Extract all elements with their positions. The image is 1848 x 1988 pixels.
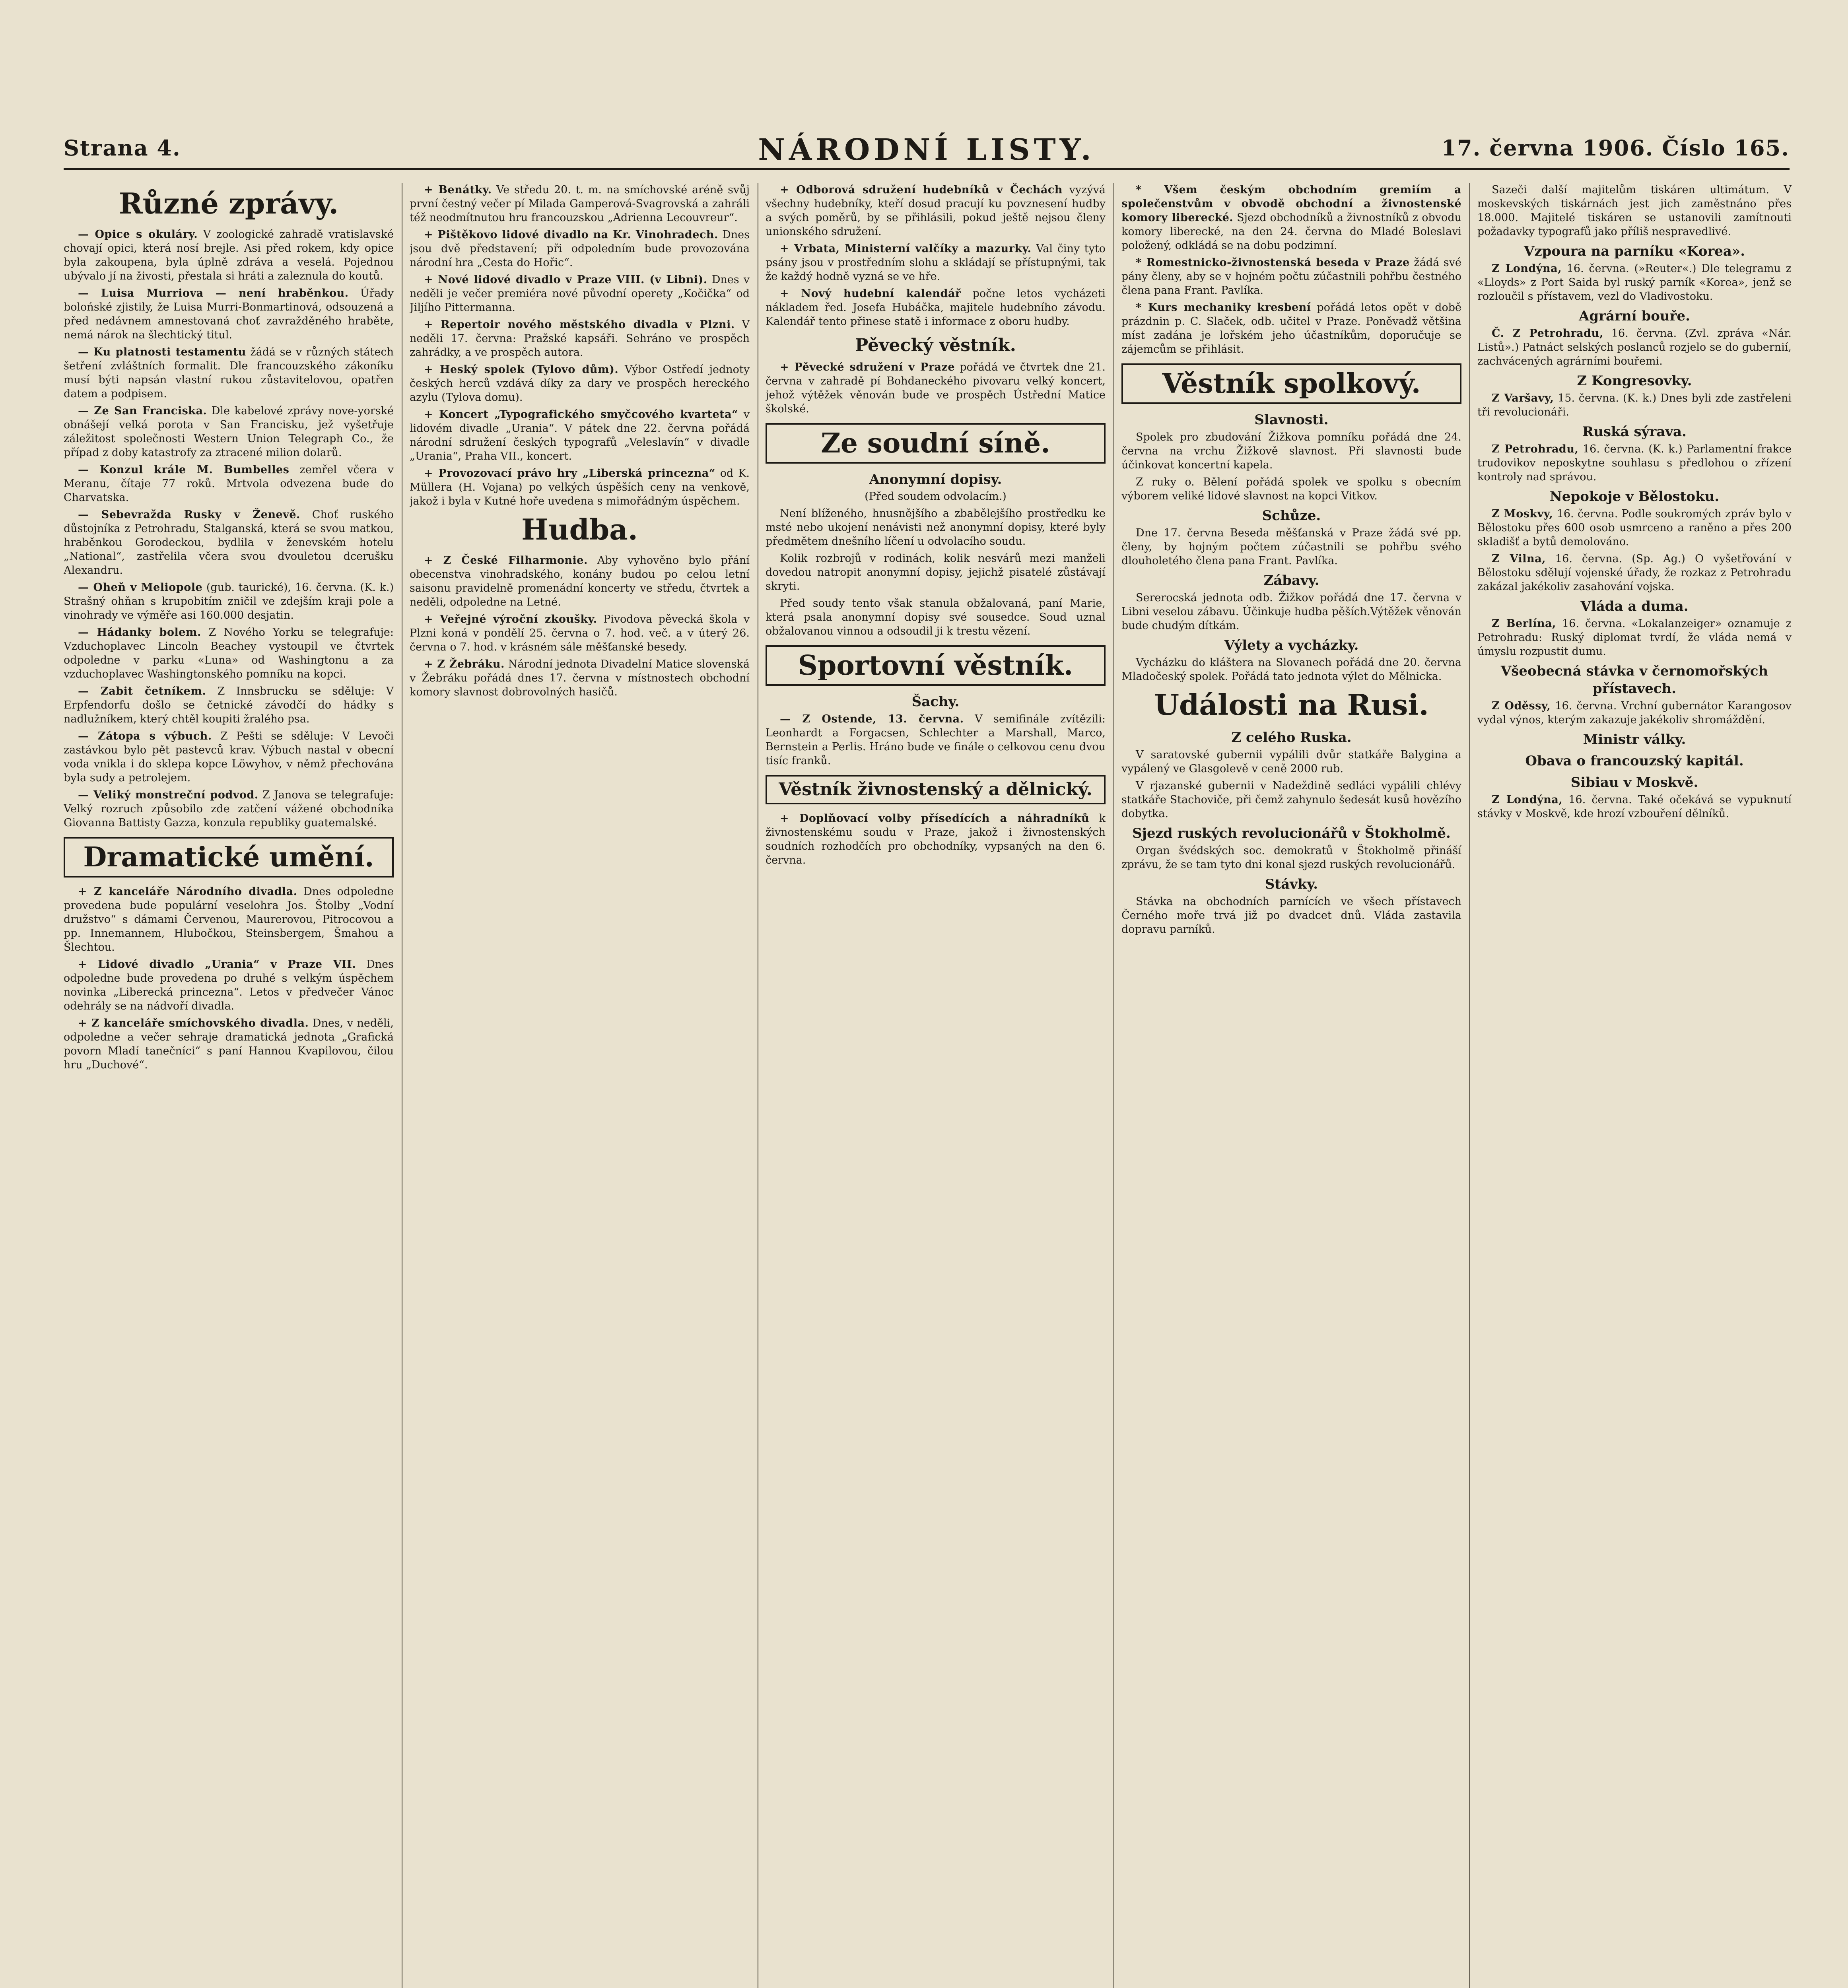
issue-date: 17. června 1906. Číslo 165. <box>1441 135 1790 161</box>
article-item: — Ku platnosti testamentu žádá se v různých státech šetření zvláštních formalit. Dle francouzského zákoníku musí býti napsán vlastní rukou zůstavitelovou, opatřen datem a podpisem. <box>64 346 394 400</box>
section-heading: Pěvecký věstník. <box>855 335 1016 355</box>
article-item: + Z České Filharmonie. Aby vyhověno bylo přání obecenstva vinohradského, konány budou po celou letní saisonu pravidelně promenádní koncerty ve středu, čtvrtek a neděli, odpoledne na Letné. <box>410 554 750 608</box>
article-item: V rjazanské gubernii v Nadeždině sedláci vypálili chlévy statkáře Stachoviče, při čemž zahynulo šedesát kusů hovězího dobytka. <box>1121 780 1461 820</box>
article-item: Č. Z Petrohradu, 16. června. (Zvl. zpráva «Nár. Listů».) Patnáct selských poslanců rozjelo se do gubernií, zachvácených agrárními bouřemi. <box>1477 327 1792 367</box>
column-1 <box>64 183 394 1988</box>
article-item: + Z kanceláře smíchovského divadla. Dnes, v neděli, odpoledne a večer sehraje dramatická jednota „Grafická povorn Mladí tanečníci“ s paní Hannou Kvapilovou, čilou hru „Duchové“. <box>64 1017 394 1071</box>
article-item: Z Londýna, 16. června. Také očekává se vypuknutí stávky v Moskvě, kde hrozí vzbouření dělníků. <box>1477 794 1792 820</box>
article-list <box>1121 526 1461 568</box>
subsection-heading: Sjezd ruských revolucionářů v Štokholmě. <box>1132 825 1451 841</box>
article-list <box>410 183 750 508</box>
article-list <box>410 553 750 699</box>
article-list <box>1477 391 1792 419</box>
article-item: Z ruky o. Bělení pořádá spolek ve spolku s obecním výborem veliké lidové slavnost na kopci Vitkov. <box>1121 476 1461 502</box>
article-item: — Konzul krále M. Bumbelles zemřel včera v Meranu, čítaje 77 roků. Mrtvola odvezena bude do Charvatska. <box>64 464 394 504</box>
article-item: + Z Žebráku. Národní jednota Divadelní Matice slovenská v Žebráku pořádá dnes 17. června v místnostech obchodní komory slavnost dobrovolných hasičů. <box>410 658 750 698</box>
subsection-heading: Vláda a duma. <box>1580 598 1689 614</box>
article-list <box>766 507 1106 638</box>
column-5 <box>1477 183 1792 1988</box>
article-item: Z Londýna, 16. června. (»Reuter«.) Dle telegramu z «Lloyds» z Port Saida byl ruský parník «Korea», jenž se rozloučil s přístavem, vezl do Vladivostoku. <box>1477 262 1792 303</box>
subsection-heading: Z Kongresovky. <box>1577 373 1692 389</box>
article-list <box>766 360 1106 416</box>
section-heading: Různé zprávy. <box>119 186 339 220</box>
subsection-heading: Vzpoura na parníku «Korea». <box>1523 243 1745 259</box>
article-item: Z Varšavy, 15. června. (K. k.) Dnes byli zde zastřeleni tři revolucionáři. <box>1477 392 1792 418</box>
article-list <box>1121 748 1461 821</box>
page-number: Strana 4. <box>64 135 181 161</box>
article-list <box>64 885 394 1072</box>
article-item: — Opice s okuláry. V zoologické zahradě vratislavské chovají opici, která nosí brejle. Asi před rokem, kdy opice byla zakoupena, byla úplně zdráva a veselá. Pojednou ubývalo jí na živosti, přestala si hráti a zaleznula do koutů. <box>64 228 394 282</box>
section-heading: Věstník spolkový. <box>1121 363 1461 404</box>
article-item: — Zabit četníkem. Z Innsbrucku se sděluje: V Erpfendorfu došlo se četnické závodčí do hádky s nadlužníkem, který chtěl koupiti žralého psa. <box>64 685 394 725</box>
article-list <box>1121 430 1461 503</box>
article-list <box>1121 183 1461 356</box>
section-heading: Dramatické umění. <box>64 837 394 878</box>
article-item: Není blíženého, hnusnějšího a zbabělejšího prostředku ke msté nebo ukojení nenávisti než anonymní dopisy, které byly předmětem dnešního líčení u odvolacího soudu. <box>766 507 1106 547</box>
article-item: Dne 17. června Beseda měšťanská v Praze žádá své pp. členy, by hojným počtem zúčastnili se pohřbu svého dlouholetého člena pana Frant. Pavlíka. <box>1121 527 1461 567</box>
section-heading: Sportovní věstník. <box>766 645 1106 686</box>
column-3 <box>766 183 1106 1988</box>
subsection-heading: Slavnosti. <box>1254 412 1329 428</box>
article-item: Vycházku do kláštera na Slovanech pořádá dne 20. června Mladočeský spolek. Pořádá tato jednota výlet do Mělnicka. <box>1121 656 1461 683</box>
article-item: Sererocská jednota odb. Žižkov pořádá dne 17. června v Libni veselou zábavu. Účinkuje hudba pěších.Výtěžek věnován bude chudým dítkám. <box>1121 592 1461 632</box>
article-item: Z Oděssy, 16. června. Vrchní gubernátor Karangosov vydal výnos, kterým zakazuje jakékoliv shromáždění. <box>1477 700 1792 726</box>
article-item: — Z Ostende, 13. června. V semifinále zvítězili: Leonhardt a Forgacsen, Schlechter a Marshall, Marco, Bernstein a Perlis. Hráno bude ve finále o celkovou cenu dvou tisíc franků. <box>766 713 1106 767</box>
article-item: + Benátky. Ve středu 20. t. m. na smíchovské aréně svůj první čestný večer pí Milada Gamperová-Svagrovská a zahráli též neodmítnutou hru francouzskou „Adrienna Lecouvreur“. <box>410 184 750 224</box>
article-item: + Pištěkovo lidové divadlo na Kr. Vinohradech. Dnes jsou dvě představení; při odpoledním bude provozována národní hra „Cesta do Hořic“. <box>410 229 750 269</box>
subsection-heading: Obava o francouzský kapitál. <box>1525 753 1744 769</box>
article-item: + Odborová sdružení hudebníků v Čechách vyzývá všechny hudebníky, kteří dosud pracují ku povznesení hudby a svých poměrů, by se přihlásili, pokud ještě nejsou členy unionského sdružení. <box>766 184 1106 238</box>
article-item: Před soudy tento však stanula obžalovaná, paní Marie, která psala anonymní dopisy své sousedce. Soud uznal obžalovanou vinnou a odsoudil ji k trestu vězení. <box>766 597 1106 637</box>
article-list <box>1477 617 1792 658</box>
article-item: + Nové lidové divadlo v Praze VIII. (v Libni). Dnes v neděli je večer premiéra nové původní operety „Kočička“ od Jiljího Pittermanna. <box>410 274 750 314</box>
article-item: Z Vilna, 16. června. (Sp. Ag.) O vyšetřování v Bělostoku sdělují vojenské úřady, že rozkaz z Petrohradu zakázal jakékoliv zasahování vojska. <box>1477 553 1792 593</box>
article-item: + Repertoir nového městského divadla v Plzni. V neděli 17. června: Pražské kapsáři. Sehráno ve prospěch zahrádky, a ve prospěch autora. <box>410 318 750 359</box>
article-item: Spolek pro zbudování Žižkova pomníku pořádá dne 24. června na vrchu Žižkově slavnost. Při slavnosti bude účinkovat koncertní kapela. <box>1121 431 1461 471</box>
article-item: + Lidové divadlo „Urania“ v Praze VII. Dnes odpoledne bude provedena po druhé s velkým úspěchem novinka „Liberecká princezna“. Letos v předvečer Vánoc odehrály se na nádvoří divadla. <box>64 958 394 1012</box>
article-item: * Romestnicko-živnostenská beseda v Praze žádá své pány členy, aby se v hojném počtu zúčastnili pohřbu čestného člena pana Frant. Pavlíka. <box>1121 256 1461 297</box>
subsection-heading: Všeobecná stávka v černomořských přístavech. <box>1500 663 1768 697</box>
article-item: + Nový hudební kalendář počne letos vycházeti nákladem řed. Josefa Hubáčka, majitele hudebního závodu. Kalendář tento přinese statě i informace z oboru hudby. <box>766 287 1106 328</box>
article-item: + Vrbata, Ministerní valčíky a mazurky. Val činy tyto psány jsou v prostředním slohu a skládají se přístupnými, tak že každý hodně vyzná se ve hře. <box>766 243 1106 283</box>
masthead <box>64 135 1790 170</box>
article-list <box>1477 326 1792 368</box>
subsection-heading: Agrární bouře. <box>1578 308 1691 324</box>
subsection-heading: Výlety a vycházky. <box>1224 637 1359 653</box>
article-list <box>766 812 1106 867</box>
article-list <box>1477 793 1792 821</box>
article-item: Z Berlína, 16. června. «Lokalanzeiger» oznamuje z Petrohradu: Ruský diplomat tvrdí, že vláda nemá v úmyslu rozpustit dumu. <box>1477 617 1792 658</box>
article-item: + Pěvecké sdružení v Praze pořádá ve čtvrtek dne 21. června v zahradě pí Bohdaneckého pivovaru velký koncert, jehož výtěžek věnován bude ve prospěch Ústřední Matice školské. <box>766 361 1106 415</box>
article-list <box>1477 262 1792 303</box>
article-item: — Ze San Franciska. Dle kabelové zprávy nove-yorské obnášejí velká porota v San Francisku, jež vyšetřuje záležitost společnosti Western Union Telegraph Co., že případ z doby katastrofy za ztracené milion dolarů. <box>64 405 394 459</box>
section-heading: Události na Rusi. <box>1154 688 1429 722</box>
article-list <box>1477 442 1792 484</box>
subsection-heading: Schůze. <box>1262 508 1321 524</box>
subsection-heading: Ministr války. <box>1583 732 1686 747</box>
subsection-heading: Nepokoje v Bělostoku. <box>1549 489 1720 505</box>
article-title: Anonymní dopisy. <box>869 472 1002 487</box>
article-title: Šachy. <box>911 694 960 710</box>
subsection-heading: Zábavy. <box>1263 573 1319 588</box>
newspaper-title: NÁRODNÍ LISTY. <box>758 133 1095 167</box>
article-item: * Všem českým obchodním gremiím a společenstvům v obvodě obchodní a živnostenské komory liberecké. Sjezd obchodníků a živnostníků z obvodu komory liberecké, na den 24. června do Mladé Boleslavi položený, odkládá se na dobu podzimní. <box>1121 184 1461 252</box>
article-list <box>766 712 1106 768</box>
column-rule <box>1113 183 1114 1988</box>
article-list <box>1477 699 1792 727</box>
article-item: Kolik rozbrojů v rodinách, kolik nesvárů mezi manželi dovedou natropit anonymní dopisy, jejichž pisatelé zůstávají skryti. <box>766 552 1106 592</box>
article-list <box>1121 844 1461 872</box>
article-item: + Provozovací právo hry „Liberská princezna“ od K. Müllera (H. Vojana) po velkých úspěších ceny na venkově, jakož i byla v Kutné hoře uvedena s mimořádným úspěchem. <box>410 467 750 507</box>
article-item: Z Petrohradu, 16. června. (K. k.) Parlamentní frakce trudovikov neposkytne souhlasu s předlohou o zřízení kontroly nad správou. <box>1477 443 1792 483</box>
article-item: Z Moskvy, 16. června. Podle soukromých zpráv bylo v Bělostoku přes 600 osob usmrceno a raněno a přes 200 skladišť a bytů demolováno. <box>1477 508 1792 548</box>
article-list <box>64 227 394 830</box>
article-item: V saratovské gubernii vypálili dvůr statkáře Balygina a vypálený ve Glasgolevě v ceně 2000 rub. <box>1121 749 1461 775</box>
article-item: + Heský spolek (Tylovo dům). Výbor Ostředí jednoty českých herců vzdává díky za dary ve prospěch hereckého azylu (Tylova domu). <box>410 363 750 404</box>
subsection-heading: Ruská sýrava. <box>1582 424 1687 440</box>
section-heading: Hudba. <box>521 513 638 546</box>
article-item: * Kurs mechaniky kresbení pořádá letos opět v době prázdnin p. C. Slaček, odb. učitel v Praze. Poněvadž většina míst zadána je lořském jeho účastníkům, doporučuje se zájemcům se přihlásit. <box>1121 301 1461 355</box>
article-list <box>1477 183 1792 239</box>
article-item: Sazeči další majitelům tiskáren ultimátum. V moskevských tiskárnách jest jich zaměstnáno přes 18.000. Majitelé tiskáren se ustanovili zamítnouti požadavky typografů jako příliš nespravedlivé. <box>1477 184 1792 238</box>
article-subtitle: (Před soudem odvolacím.) <box>865 490 1007 503</box>
article-item: Organ švédských soc. demokratů v Štokholmě přináší zprávu, že se tam tyto dni konal sjezd ruských revolucionářů. <box>1121 845 1461 871</box>
subsection-heading: Z celého Ruska. <box>1231 730 1352 746</box>
article-item: — Veliký monstreční podvod. Z Janova se telegrafuje: Velký rozruch způsobilo zde zatčení vážené obchodníka Giovanna Battisty Gazza, konzula republiky guatemalské. <box>64 789 394 829</box>
column-rule <box>1469 183 1470 1988</box>
article-list <box>1121 656 1461 683</box>
section-heading: Věstník živnostenský a dělnický. <box>766 775 1106 804</box>
article-item: — Zátopa s výbuch. Z Pešti se sděluje: V Levoči zastávkou bylo pět pastevců krav. Výbuch nastal v obecní voda vnikla i do sklepa kopce Löwyhov, v němž přechována byla sudy a petrolejem. <box>64 730 394 784</box>
section-heading: Ze soudní síně. <box>766 423 1106 464</box>
subsection-heading: Stávky. <box>1265 876 1318 892</box>
article-item: + Doplňovací volby přísedících a náhradníků k živnostenskému soudu v Praze, jakož i živnostenských soudních rozhodčích pro obchodníky, vypsaných na den 6. června. <box>766 812 1106 866</box>
article-item: + Koncert „Typografického smyčcového kvarteta“ v lidovém divadle „Urania“. V pátek dne 22. června pořádá národní sdružení českých typografů „Veleslavín“ v divadle „Urania“, Praha VII., koncert. <box>410 408 750 462</box>
column-4 <box>1121 183 1461 1988</box>
article-item: + Z kanceláře Národního divadla. Dnes odpoledne provedena bude populární veselohra Jos. Štolby „Vodní družstvo“ s dámami Červenou, Maurerovou, Pitrocovou a pp. Innemannem, Hlubočkou, Steinsbergem, Šmahou a Šlechtou. <box>64 885 394 953</box>
subsection-heading: Sibiau v Moskvě. <box>1570 775 1698 790</box>
article-item: + Veřejné výroční zkoušky. Pivodova pěvecká škola v Plzni koná v pondělí 25. června o 7. hod. več. a v úterý 26. června o 7. hod. v krásném sále měšťanské besedy. <box>410 613 750 653</box>
article-item: — Luisa Murriova — není hraběnkou. Úřady bolońské zjistily, že Luisa Murri-Bonmartinová, odsouzená a před nedávnem amnestovaná choť zavražděného hraběte, nemá nárok na šlechtický titul. <box>64 287 394 341</box>
article-list <box>1477 507 1792 594</box>
article-list <box>766 183 1106 328</box>
article-item: — Sebevražda Rusky v Ženevě. Choť ruského důstojníka z Petrohradu, Stalganská, která se svou matkou, hraběnkou Gorodeckou, bydlila v ženevském hotelu „National“, zastřelila včera svou dvouletou dcerušku Alexandru. <box>64 509 394 577</box>
article-item: — Hádanky bolem. Z Nového Yorku se telegrafuje: Vzduchoplavec Lincoln Beachey vystoupil ve čtvrtek odpoledne v parku «Luna» od Washingtonu a za vzduchoplavec Washingtonského pomníku na kopci. <box>64 626 394 680</box>
article-list <box>1121 895 1461 936</box>
article-item: Stávka na obchodních parnících ve všech přístavech Černého moře trvá již po dvadcet dnů. Vláda zastavila dopravu parníků. <box>1121 895 1461 936</box>
article-list <box>1121 591 1461 633</box>
column-2 <box>410 183 750 1988</box>
article-item: — Oheň v Meliopole (gub. taurické), 16. června. (K. k.) Strašný ohňan s krupobitím zničil ve zdejším kraji pole a vinohrady ve výměře asi 160.000 desjatin. <box>64 581 394 621</box>
